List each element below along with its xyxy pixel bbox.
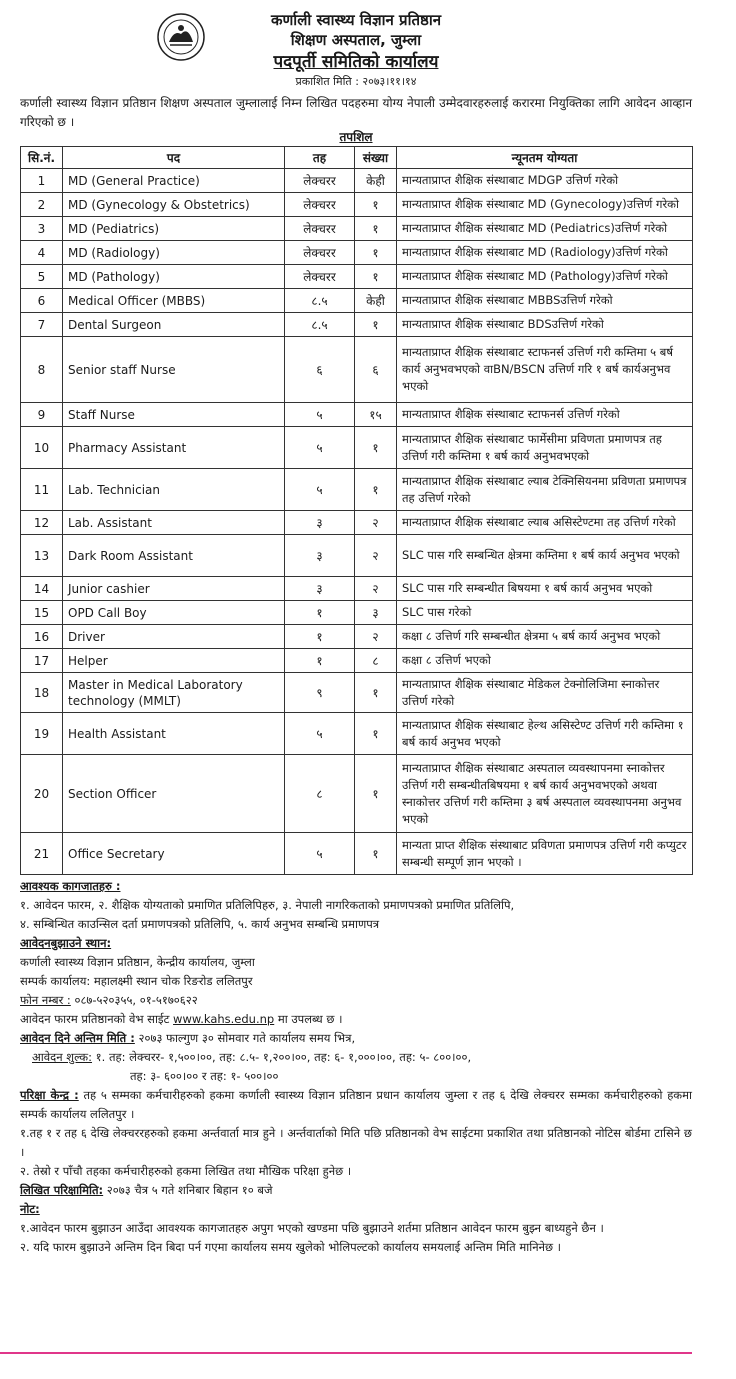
bottom-accent-rule	[0, 1352, 692, 1354]
header-qualification: न्यूनतम योग्यता	[397, 147, 693, 169]
cell-serial: 12	[21, 511, 63, 535]
office-title: पदपूर्ती समितिको कार्यालय	[273, 52, 439, 72]
submission-section	[20, 934, 692, 1029]
cell-qualification: मान्यताप्राप्त शैक्षिक संस्थाबाट ल्याब टेक्निसियनमा प्रविणता प्रमाणपत्र तह उत्तिर्ण गरेको	[397, 469, 693, 511]
cell-post: MD (Radiology)	[63, 241, 285, 265]
table-row	[21, 217, 693, 241]
cell-qualification: मान्यता प्राप्त शैक्षिक संस्थाबाट प्रविणता प्रमाणपत्र उत्तिर्ण गरी कप्युटर सम्बन्धी सम्पूर्ण ज्ञान भएको ।	[397, 833, 693, 875]
cell-post: Health Assistant	[63, 713, 285, 755]
exam-center-point-2: २. तेस्रो र पाँचौ तहका कर्मचारीहरुको हकमा लिखित तथा मौखिक परिक्षा हुनेछ ।	[20, 1164, 352, 1178]
cell-qualification: मान्यताप्राप्त शैक्षिक संस्थाबाट BDSउत्तिर्ण गरेको	[397, 313, 693, 337]
cell-level: ८.५	[285, 313, 355, 337]
cell-post: Section Officer	[63, 755, 285, 833]
vacancy-notice	[20, 10, 692, 1257]
cell-count: केही	[355, 169, 397, 193]
cell-serial: 15	[21, 601, 63, 625]
cell-post: Senior staff Nurse	[63, 337, 285, 403]
cell-level: ३	[285, 535, 355, 577]
table-row	[21, 535, 693, 577]
cell-serial: 10	[21, 427, 63, 469]
table-row	[21, 713, 693, 755]
cell-qualification: कक्षा ८ उत्तिर्ण भएको	[397, 649, 693, 673]
org-subtitle: शिक्षण अस्पताल, जुम्ला	[290, 31, 422, 49]
note-point-2: २. यदि फारम बुझाउने अन्तिम दिन बिदा पर्न गएमा कार्यालय समय खुलेको भोलिपल्टको कार्यालय समयलाई अन्तिम मिति मानिनेछ ।	[20, 1240, 562, 1254]
cell-count: १	[355, 217, 397, 241]
cell-post: Medical Officer (MBBS)	[63, 289, 285, 313]
org-name: कर्णाली स्वास्थ्य विज्ञान प्रतिष्ठान	[270, 11, 442, 29]
cell-serial: 8	[21, 337, 63, 403]
website-line	[20, 1010, 692, 1029]
schedule-title: तपशिल	[339, 130, 373, 144]
fee-label: आवेदन शुल्क:	[32, 1050, 93, 1064]
cell-qualification: मान्यताप्राप्त शैक्षिक संस्थाबाट MD (Gynecology)उत्तिर्ण गरेको	[397, 193, 693, 217]
table-row	[21, 427, 693, 469]
cell-qualification: कक्षा ८ उत्तिर्ण गरि सम्बन्धीत क्षेत्रमा ५ बर्ष कार्य अनुभव भएको	[397, 625, 693, 649]
exam-center-point-1: १.तह १ र तह ६ देखि लेक्चररहरुको हकमा अर्न्तवार्ता मात्र हुने । अर्न्तवार्ताको मिति पछि प्रतिष्ठानको वेभ साईटमा प्रकाशित तथा प्रतिष्ठानको नोटिस बोर्डमा टासिने छ ।	[20, 1126, 692, 1159]
submission-line-2: सम्पर्क कार्यालय: महालक्ष्मी स्थान चोक रिङरोड ललितपुर	[20, 974, 253, 988]
cell-serial: 5	[21, 265, 63, 289]
cell-serial: 18	[21, 673, 63, 713]
cell-level: ५	[285, 833, 355, 875]
table-row	[21, 755, 693, 833]
cell-qualification: मान्यताप्राप्त शैक्षिक संस्थाबाट MD (Radiology)उत्तिर्ण गरेको	[397, 241, 693, 265]
intro-paragraph: कर्णाली स्वास्थ्य विज्ञान प्रतिष्ठान शिक्षण अस्पताल जुम्लालाई निम्न लिखित पदहरुमा योग्य नेपाली उम्मेदवारहरुलाई करारमा नियुक्तिका लागि आवेदन आव्हान गरिएको छ ।	[20, 96, 692, 129]
cell-post: MD (Gynecology & Obstetrics)	[63, 193, 285, 217]
cell-level: लेक्चरर	[285, 217, 355, 241]
cell-post: Helper	[63, 649, 285, 673]
cell-qualification: मान्यताप्राप्त शैक्षिक संस्थाबाट MD (Pediatrics)उत्तिर्ण गरेको	[397, 217, 693, 241]
cell-level: १	[285, 649, 355, 673]
cell-serial: 1	[21, 169, 63, 193]
cell-count: १	[355, 193, 397, 217]
deadline-value: २०७३ फाल्गुण ३० सोमवार गते कार्यालय समय भित्र,	[134, 1031, 356, 1045]
cell-qualification: SLC पास गरि सम्बन्धित क्षेत्रमा कम्तिमा १ बर्ष कार्य अनुभव भएको	[397, 535, 693, 577]
cell-count: ३	[355, 601, 397, 625]
cell-post: Master in Medical Laboratory technology (MMLT)	[63, 673, 285, 713]
table-row	[21, 649, 693, 673]
cell-count: ८	[355, 649, 397, 673]
cell-level: लेक्चरर	[285, 169, 355, 193]
cell-count: १	[355, 265, 397, 289]
cell-level: ९	[285, 673, 355, 713]
table-row	[21, 289, 693, 313]
cell-level: ३	[285, 577, 355, 601]
cell-serial: 21	[21, 833, 63, 875]
cell-qualification: मान्यताप्राप्त शैक्षिक संस्थाबाट MBBSउत्तिर्ण गरेको	[397, 289, 693, 313]
cell-qualification: SLC पास गरि सम्बन्धीत बिषयमा १ बर्ष कार्य अनुभव भएको	[397, 577, 693, 601]
table-row	[21, 193, 693, 217]
cell-post: Dark Room Assistant	[63, 535, 285, 577]
cell-serial: 4	[21, 241, 63, 265]
cell-level: ८	[285, 755, 355, 833]
note-point-1: १.आवेदन फारम बुझाउन आउँदा आवश्यक कागजातहरु अपुग भएको खण्डमा पछि बुझाउने शर्तमा प्रतिष्ठान आवेदन फारम बुझ्न बाध्यहुने छैन ।	[20, 1221, 604, 1235]
cell-level: ५	[285, 427, 355, 469]
written-exam-section	[20, 1181, 692, 1200]
cell-qualification: SLC पास गरेको	[397, 601, 693, 625]
submission-line-1: कर्णाली स्वास्थ्य विज्ञान प्रतिष्ठान, केन्द्रीय कार्यालय, जुम्ला	[20, 955, 255, 969]
cell-post: Office Secretary	[63, 833, 285, 875]
submission-label: आवेदनबुझाउने स्थान:	[20, 936, 112, 950]
cell-count: ६	[355, 337, 397, 403]
cell-post: Lab. Technician	[63, 469, 285, 511]
cell-serial: 14	[21, 577, 63, 601]
cell-level: लेक्चरर	[285, 241, 355, 265]
cell-qualification: मान्यताप्राप्त शैक्षिक संस्थाबाट स्टाफनर्स उत्तिर्ण गरेको	[397, 403, 693, 427]
documents-section	[20, 877, 692, 934]
cell-serial: 6	[21, 289, 63, 313]
cell-post: Driver	[63, 625, 285, 649]
table-row	[21, 241, 693, 265]
notice-header	[20, 10, 692, 90]
cell-serial: 20	[21, 755, 63, 833]
cell-count: १	[355, 673, 397, 713]
table-row	[21, 337, 693, 403]
header-level: तह	[285, 147, 355, 169]
cell-serial: 16	[21, 625, 63, 649]
cell-count: १	[355, 241, 397, 265]
phone-line	[20, 991, 692, 1010]
documents-line-2: ४. सम्बिन्धित काउन्सिल दर्ता प्रमाणपत्रको प्रतिलिपि, ५. कार्य अनुभव सम्बन्धि प्रमाणपत्र	[20, 917, 380, 931]
cell-post: Staff Nurse	[63, 403, 285, 427]
publish-date: प्रकाशित मिति : २०७३।११।१४	[295, 75, 417, 88]
cell-count: २	[355, 577, 397, 601]
fee-line-1: १. तह: लेक्चरर- १,५००।००, तह: ८.५- १,२००।००, तह: ६- १,०००।००, तह: ५- ८००।००,	[92, 1050, 472, 1064]
cell-count: १	[355, 469, 397, 511]
cell-level: १	[285, 601, 355, 625]
table-row	[21, 511, 693, 535]
table-row	[21, 313, 693, 337]
phone-value: ०८७-५२०३५५, ०१-५१७०६२२	[70, 993, 198, 1007]
cell-count: १५	[355, 403, 397, 427]
website-prefix: आवेदन फारम प्रतिष्ठानको वेभ साईट	[20, 1012, 174, 1026]
table-row	[21, 469, 693, 511]
website-suffix: मा उपलब्ध छ ।	[274, 1012, 343, 1026]
cell-level: ५	[285, 469, 355, 511]
cell-qualification: मान्यताप्राप्त शैक्षिक संस्थाबाट MDGP उत्तिर्ण गरेको	[397, 169, 693, 193]
phone-label: फोन नम्बर :	[20, 993, 71, 1007]
cell-serial: 17	[21, 649, 63, 673]
table-row	[21, 169, 693, 193]
table-row	[21, 673, 693, 713]
exam-center-label: परिक्षा केन्द्र :	[20, 1088, 79, 1102]
table-row	[21, 577, 693, 601]
written-exam-label: लिखित परिक्षामिति:	[20, 1183, 104, 1197]
header-serial: सि.नं.	[21, 147, 63, 169]
cell-post: MD (Pathology)	[63, 265, 285, 289]
written-exam-value: २०७३ चैत्र ५ गते शनिबार बिहान १० बजे	[103, 1183, 273, 1197]
cell-qualification: मान्यताप्राप्त शैक्षिक संस्थाबाट ल्याब असिस्टेण्टमा तह उत्तिर्ण गरेको	[397, 511, 693, 535]
cell-level: १	[285, 625, 355, 649]
cell-count: १	[355, 713, 397, 755]
cell-serial: 7	[21, 313, 63, 337]
cell-qualification: मान्यताप्राप्त शैक्षिक संस्थाबाट अस्पताल व्यवस्थापनमा स्नाकोत्तर उत्तिर्ण गरी सम्बन्धीतबिषयमा १ बर्ष कार्य अनुभवभएको अथवा स्नाकोत्तर उत्तिर्ण गरी कम्तिमा ३ बर्ष अस्पताल व्यवस्थापनमा अनुभव भएको	[397, 755, 693, 833]
cell-count: १	[355, 755, 397, 833]
deadline-section	[20, 1029, 692, 1086]
exam-center-section	[20, 1086, 692, 1181]
note-label: नोट:	[20, 1202, 40, 1216]
cell-serial: 2	[21, 193, 63, 217]
cell-count: २	[355, 535, 397, 577]
cell-level: लेक्चरर	[285, 265, 355, 289]
cell-level: ८.५	[285, 289, 355, 313]
cell-level: ६	[285, 337, 355, 403]
cell-count: १	[355, 313, 397, 337]
cell-serial: 3	[21, 217, 63, 241]
cell-post: Pharmacy Assistant	[63, 427, 285, 469]
cell-post: MD (Pediatrics)	[63, 217, 285, 241]
cell-serial: 9	[21, 403, 63, 427]
cell-post: MD (General Practice)	[63, 169, 285, 193]
cell-qualification: मान्यताप्राप्त शैक्षिक संस्थाबाट स्टाफनर्स उत्तिर्ण गरी कम्तिमा ५ बर्ष कार्य अनुभवभएको वाBN/BSCN उत्तिर्ण गरि १ बर्ष कार्यअनुभव भएको	[397, 337, 693, 403]
emblem-seal-icon	[156, 12, 206, 62]
table-row	[21, 265, 693, 289]
cell-post: OPD Call Boy	[63, 601, 285, 625]
header-count: संख्या	[355, 147, 397, 169]
cell-level: ३	[285, 511, 355, 535]
cell-post: Dental Surgeon	[63, 313, 285, 337]
table-row	[21, 403, 693, 427]
cell-level: लेक्चरर	[285, 193, 355, 217]
note-section	[20, 1200, 692, 1257]
deadline-label: आवेदन दिने अन्तिम मिति :	[20, 1031, 135, 1045]
table-row	[21, 625, 693, 649]
table-row	[21, 601, 693, 625]
cell-serial: 11	[21, 469, 63, 511]
cell-qualification: मान्यताप्राप्त शैक्षिक संस्थाबाट फार्मेसीमा प्रविणता प्रमाणपत्र तह उत्तिर्ण गरी कम्तिमा १ बर्ष कार्य अनुभवभएको	[397, 427, 693, 469]
cell-count: २	[355, 625, 397, 649]
documents-label: आवश्यक कागजातहरु :	[20, 879, 121, 893]
header-post: पद	[63, 147, 285, 169]
cell-qualification: मान्यताप्राप्त शैक्षिक संस्थाबाट मेडिकल टेक्नोलिजिमा स्नाकोत्तर उत्तिर्ण गरेको	[397, 673, 693, 713]
cell-count: २	[355, 511, 397, 535]
cell-level: ५	[285, 713, 355, 755]
positions-table	[20, 146, 693, 875]
cell-qualification: मान्यताप्राप्त शैक्षिक संस्थाबाट हेल्थ असिस्टेण्ट उत्तिर्ण गरी कम्तिमा १ बर्ष कार्य अनुभव भएको	[397, 713, 693, 755]
cell-post: Lab. Assistant	[63, 511, 285, 535]
cell-level: ५	[285, 403, 355, 427]
table-row	[21, 833, 693, 875]
exam-center-text: तह ५ सम्मका कर्मचारीहरुको हकमा कर्णाली स्वास्थ्य विज्ञान प्रतिष्ठान प्रधान कार्यालय जुम्ला र तह ६ देखि लेक्चरर सम्मका कर्मचारीहरुको हकमा सम्पर्क कार्यालय ललितपुर ।	[20, 1088, 692, 1121]
cell-serial: 19	[21, 713, 63, 755]
cell-count: १	[355, 427, 397, 469]
cell-qualification: मान्यताप्राप्त शैक्षिक संस्थाबाट MD (Pathology)उत्तिर्ण गरेको	[397, 265, 693, 289]
cell-count: केही	[355, 289, 397, 313]
cell-count: १	[355, 833, 397, 875]
cell-serial: 13	[21, 535, 63, 577]
cell-post: Junior cashier	[63, 577, 285, 601]
website-link[interactable]: www.kahs.edu.np	[173, 1012, 275, 1026]
table-header-row	[21, 147, 693, 169]
documents-line-1: १. आवेदन फारम, २. शैक्षिक योग्यताको प्रमाणित प्रतिलिपिहरु, ३. नेपाली नागरिकताको प्रमाणपत्रको प्रमाणित प्रतिलिपि,	[20, 898, 515, 912]
table-body	[21, 169, 693, 875]
fee-line-2: तह: ३- ६००।०० र तह: १- ५००।००	[130, 1069, 279, 1083]
